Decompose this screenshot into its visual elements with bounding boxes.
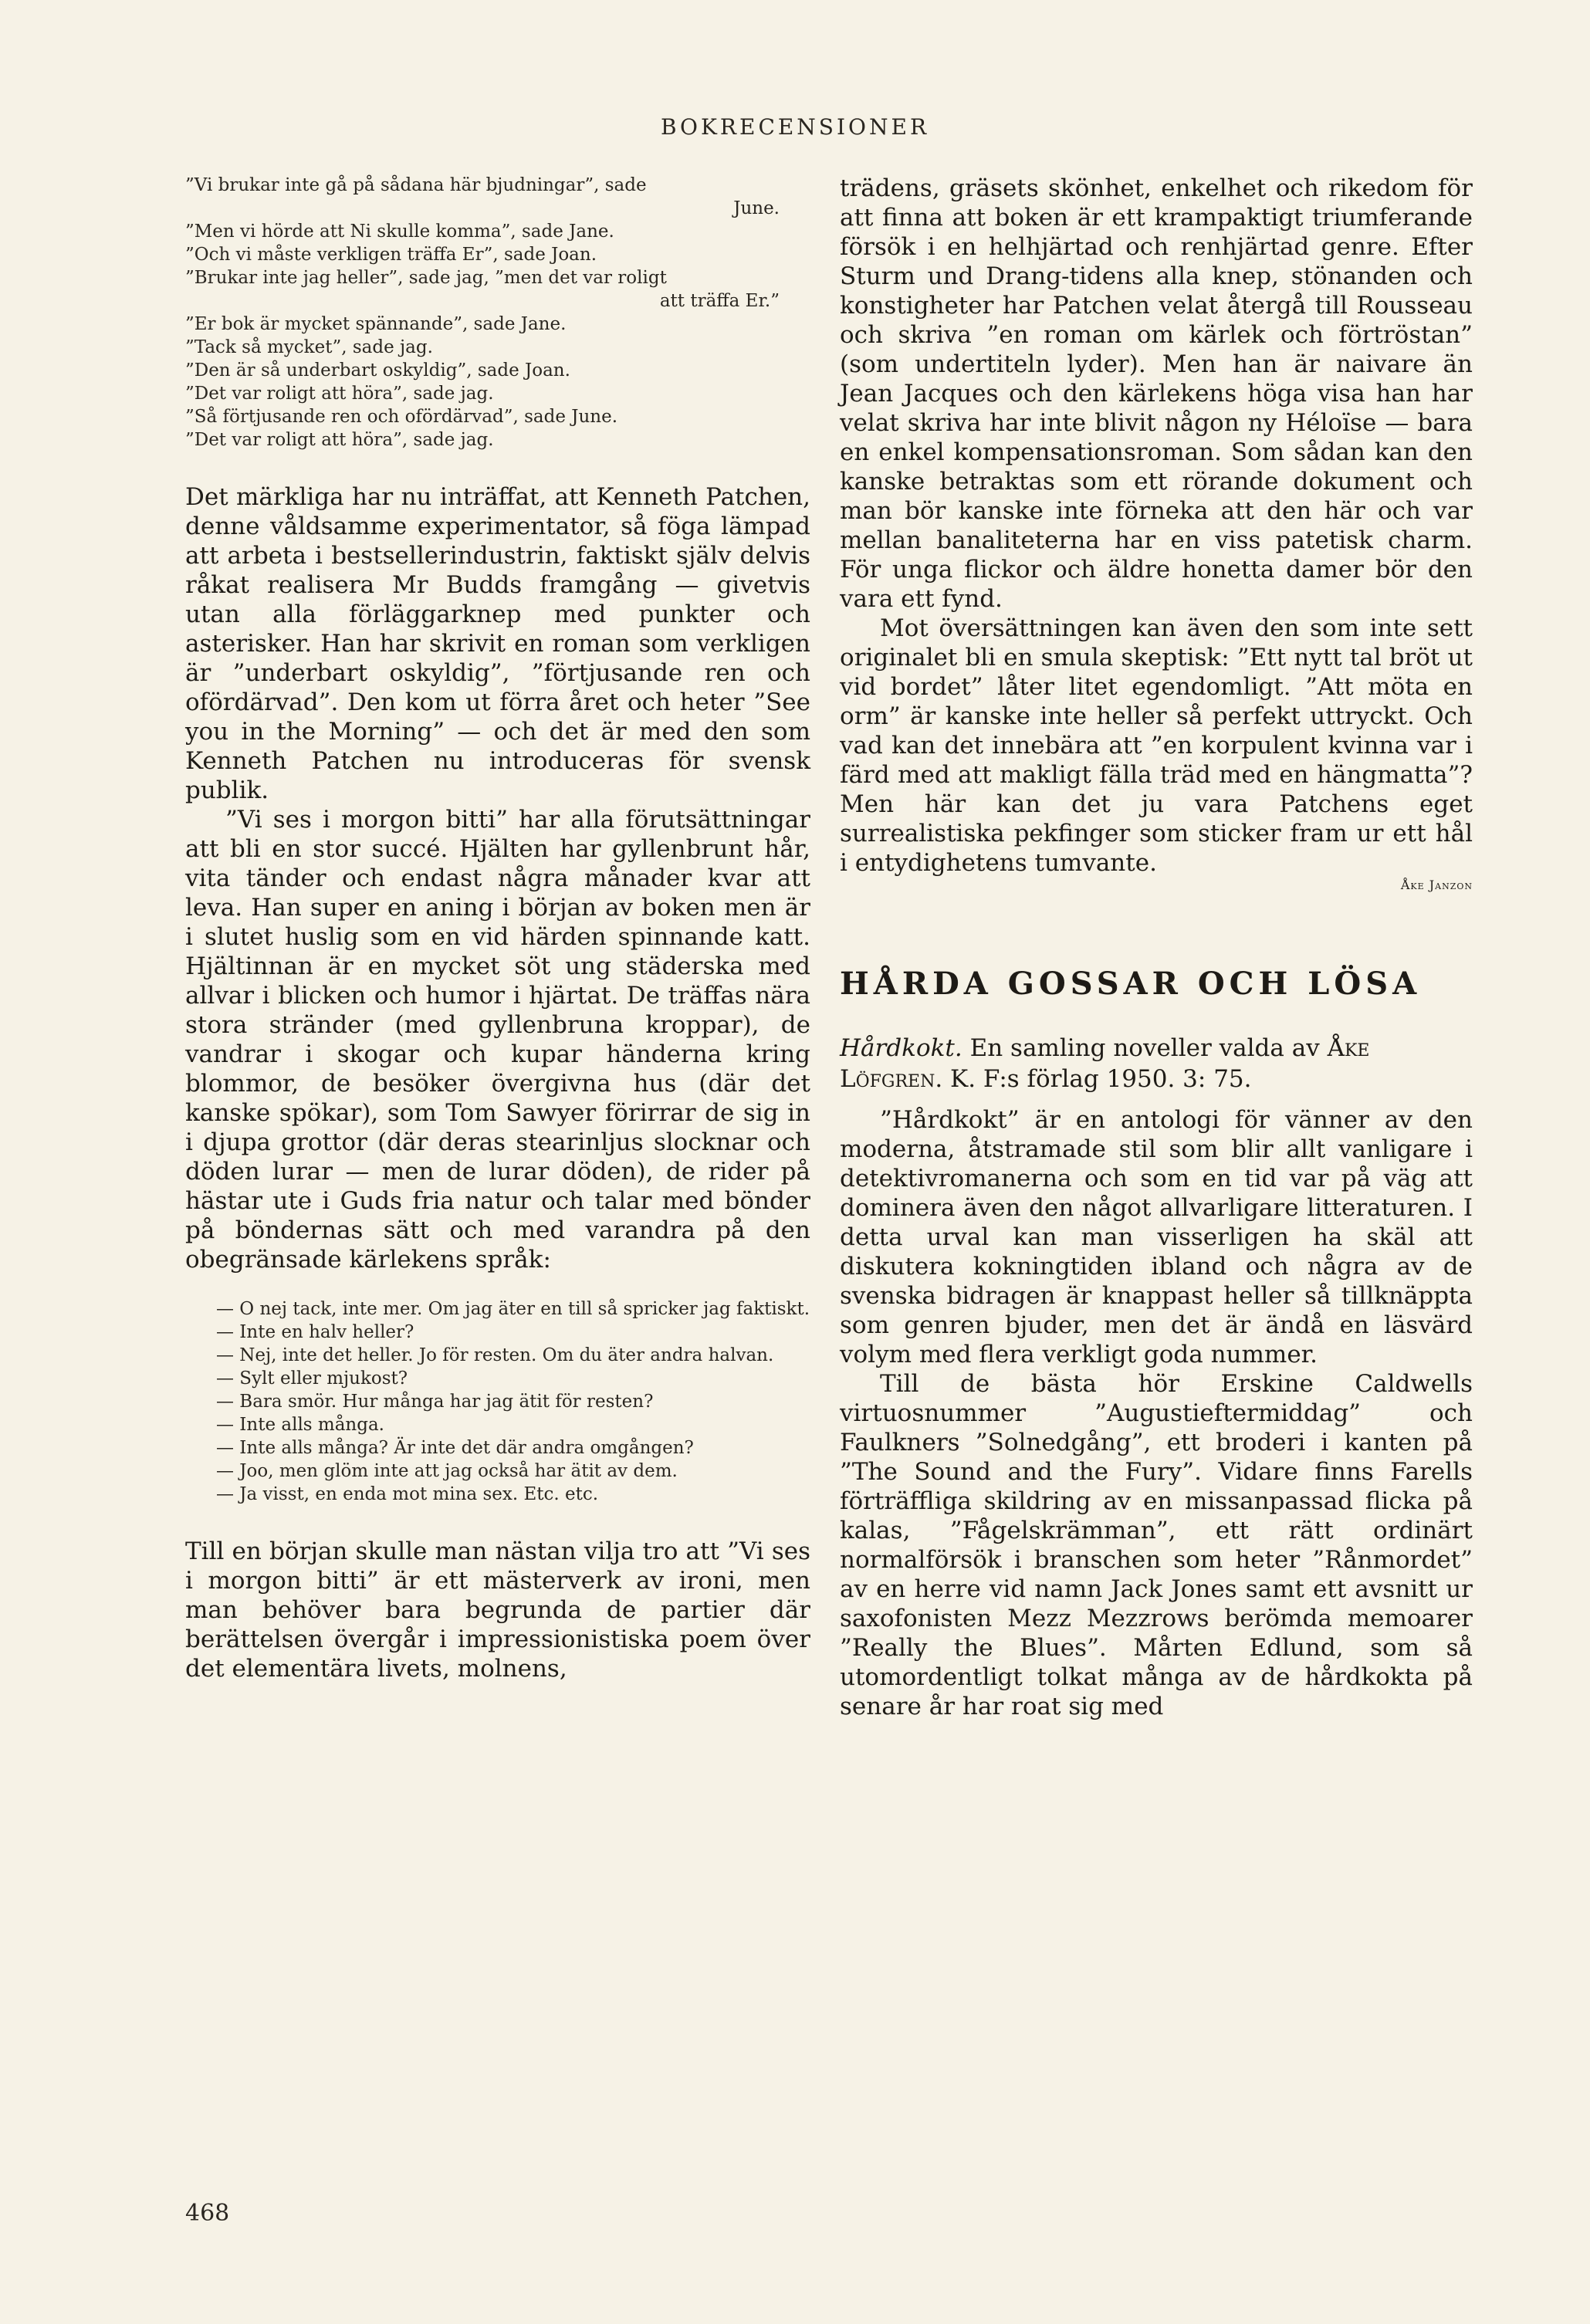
reviewer-name: Åke Janzon (1400, 878, 1473, 892)
right-column (840, 174, 1473, 1721)
dash-line: — Sylt eller mjukost? (216, 1368, 408, 1389)
dialog-excerpt (185, 174, 810, 452)
dialog-line: ”Det var roligt att höra”, sade jag. (185, 430, 494, 450)
dialog-line: ”Så förtjusande ren och ofördärvad”, sade June. (185, 407, 618, 427)
right-body-2 (840, 1105, 1473, 1721)
page-number: 468 (185, 2200, 230, 2227)
paragraph: ”Vi ses i morgon bitti” har alla förutsättningar att bli en stor succé. Hjälten har gyllenbrunt hår, vita tänder och endast några månader kvar att leva. Han super en aning i början av boken men är i slutet huslig som en vid härden spinnande katt. Hjältinnan är en mycket söt ung städerska med allvar i blicken och humor i hjärtat. De träffas nära stora stränder (med gyllenbruna kroppar), de vandrar i skogar och kupar händerna kring blommor, de besöker övergivna hus (där det kanske spökar), som Tom Sawyer förirrar de sig in i djupa grottor (där deras stearinljus slocknar och döden lurar — men de lurar döden), de rider på hästar ute i Guds fria natur och talar med bönder på böndernas sätt och med varandra på den obegränsade kärlekens språk: (185, 806, 810, 1274)
dialog-line: ”Er bok är mycket spännande”, sade Jane. (185, 314, 567, 334)
paragraph: Till en början skulle man nästan vilja tro att ”Vi ses i morgon bitti” är ett mästerverk av ironi, men man behöver bara begrunda de partier där berättelsen övergår i impressionistiska poem över det elementära livets, molnens, (185, 1537, 810, 1683)
dialog-line: ”Det var roligt att höra”, sade jag. (185, 384, 494, 404)
dialog-line: ”Vi brukar inte gå på sådana här bjudningar”, sade (185, 175, 647, 195)
dash-line: — Inte en halv heller? (216, 1322, 414, 1342)
left-body (185, 482, 810, 1274)
dash-line: — Nej, inte det heller. Jo för resten. Om du äter andra halvan. (216, 1345, 774, 1365)
dialog-line: att träffa Er.” (659, 291, 780, 311)
book-reference (840, 1033, 1473, 1094)
dialog-line: ”Men vi hörde att Ni skulle komma”, sade Jane. (185, 222, 614, 242)
running-header: BOKRECENSIONER (660, 114, 930, 140)
dash-line: — Bara smör. Hur många har jag ätit för resten? (216, 1392, 654, 1412)
dash-line: — Ja visst, en enda mot mina sex. Etc. etc. (216, 1484, 599, 1504)
paragraph: Det märkliga har nu inträffat, att Kenneth Patchen, denne våldsamme experimentator, så föga lämpad att arbeta i bestsellerindustrin, faktiskt själv delvis råkat realisera Mr Budds framgång — givetvis utan alla förläggarknep med punkter och asterisker. Han har skrivit en roman som verkligen är ”underbart oskyldig”, ”förtjusande ren och ofördärvad”. Den kom ut förra året och heter ”See you in the Morning” — och det är med den som Kenneth Patchen nu introduceras för svensk publik. (185, 483, 810, 804)
paragraph: trädens, gräsets skönhet, enkelhet och rikedom för att finna att boken är ett krampaktigt triumferande försök i en helhjärtad och renhjärtad genre. Efter Sturm und Drang-tidens alla knep, stönanden och konstigheter har Patchen velat återgå till Rousseau och skriva ”en roman om kärlek och förtröstan” (som undertiteln lyder). Men han är naivare än Jean Jacques och den kärlekens höga visa han har velat skriva har inte blivit någon ny Héloïse — bara en enkel kompensationsroman. Som sådan kan den kanske betraktas som ett rörande dokument och man bör kanske inte förneka att den här och var mellan banaliteterna har en viss patetisk charm. För unga flickor och äldre honetta damer bör den vara ett fynd. (840, 174, 1473, 613)
dialog-line: ”Tack så mycket”, sade jag. (185, 337, 433, 357)
book-title: Hårdkokt. (840, 1034, 962, 1062)
book-editor: Åke Löfgren. (840, 1034, 1370, 1093)
dialog-line: ”Den är så underbart oskyldig”, sade Joan. (185, 360, 570, 381)
review-signature (840, 878, 1473, 892)
dialog-line: June. (733, 198, 780, 218)
dash-line: — Inte alls många? Är inte det där andra omgången? (216, 1438, 694, 1458)
section-title: HÅRDA GOSSAR OCH LÖSA (840, 966, 1422, 1002)
dash-line: — Joo, men glöm inte att jag också har ätit av dem. (216, 1461, 678, 1481)
book-publisher: K. F:s förlag 1950. 3: 75. (942, 1065, 1252, 1093)
left-body-end (185, 1537, 810, 1683)
dash-line: — Inte alls många. (216, 1415, 384, 1435)
paragraph: Mot översättningen kan även den som inte sett originalet bli en smula skeptisk: ”Ett nytt tal bröt ut vid bordet” låter litet egendomligt. ”Att möta en orm” är kanske inte heller så perfekt uttryckt. Och vad kan det innebära att ”en korpulent kvinna var i färd med att makligt fälla träd med en hängmatta”? Men här kan det ju vara Patchens eget surrealistiska pekfinger som sticker fram ur ett hål i entydighetens tumvante. (840, 614, 1473, 877)
right-body (840, 174, 1473, 892)
left-column (185, 174, 810, 1683)
dialog-line: ”Och vi måste verkligen träffa Er”, sade Joan. (185, 245, 597, 265)
dash-line: — O nej tack, inte mer. Om jag äter en till så spricker jag faktiskt. (216, 1299, 810, 1319)
dialog-line: ”Brukar inte jag heller”, sade jag, ”men det var roligt (185, 268, 667, 288)
paragraph: Till de bästa hör Erskine Caldwells virtuosnummer ”Augustieftermiddag” och Faulkners ”Solnedgång”, ett broderi i kanten på ”The Sound and the Fury”. Vidare finns Farells förträffliga skildring av en missanpassad flicka på kalas, ”Fågelskrämman”, ett rätt ordinärt normalförsök i branschen som heter ”Rånmordet” av en herre vid namn Jack Jones samt ett avsnitt ur saxofonisten Mezz Mezzrows berömda memoarer ”Really the Blues”. Mårten Edlund, som så utomordentligt tolkat många av de hårdkokta på senare år har roat sig med (840, 1370, 1473, 1720)
dialog-dashes (185, 1297, 810, 1506)
paragraph: ”Hårdkokt” är en antologi för vänner av den moderna, åtstramade stil som blir allt vanligare i detektivromanerna och som en tid var på väg att dominera även den något allvarligare litteraturen. I detta urval kan man visserligen ha skäl att diskutera kokningtiden ibland och några av de svenska bidragen är knappast heller så tillknäppta som genren bjuder, men det är ändå en läsvärd volym med flera verkligt goda nummer. (840, 1106, 1473, 1368)
book-info: En samling noveller valda av (962, 1034, 1328, 1062)
